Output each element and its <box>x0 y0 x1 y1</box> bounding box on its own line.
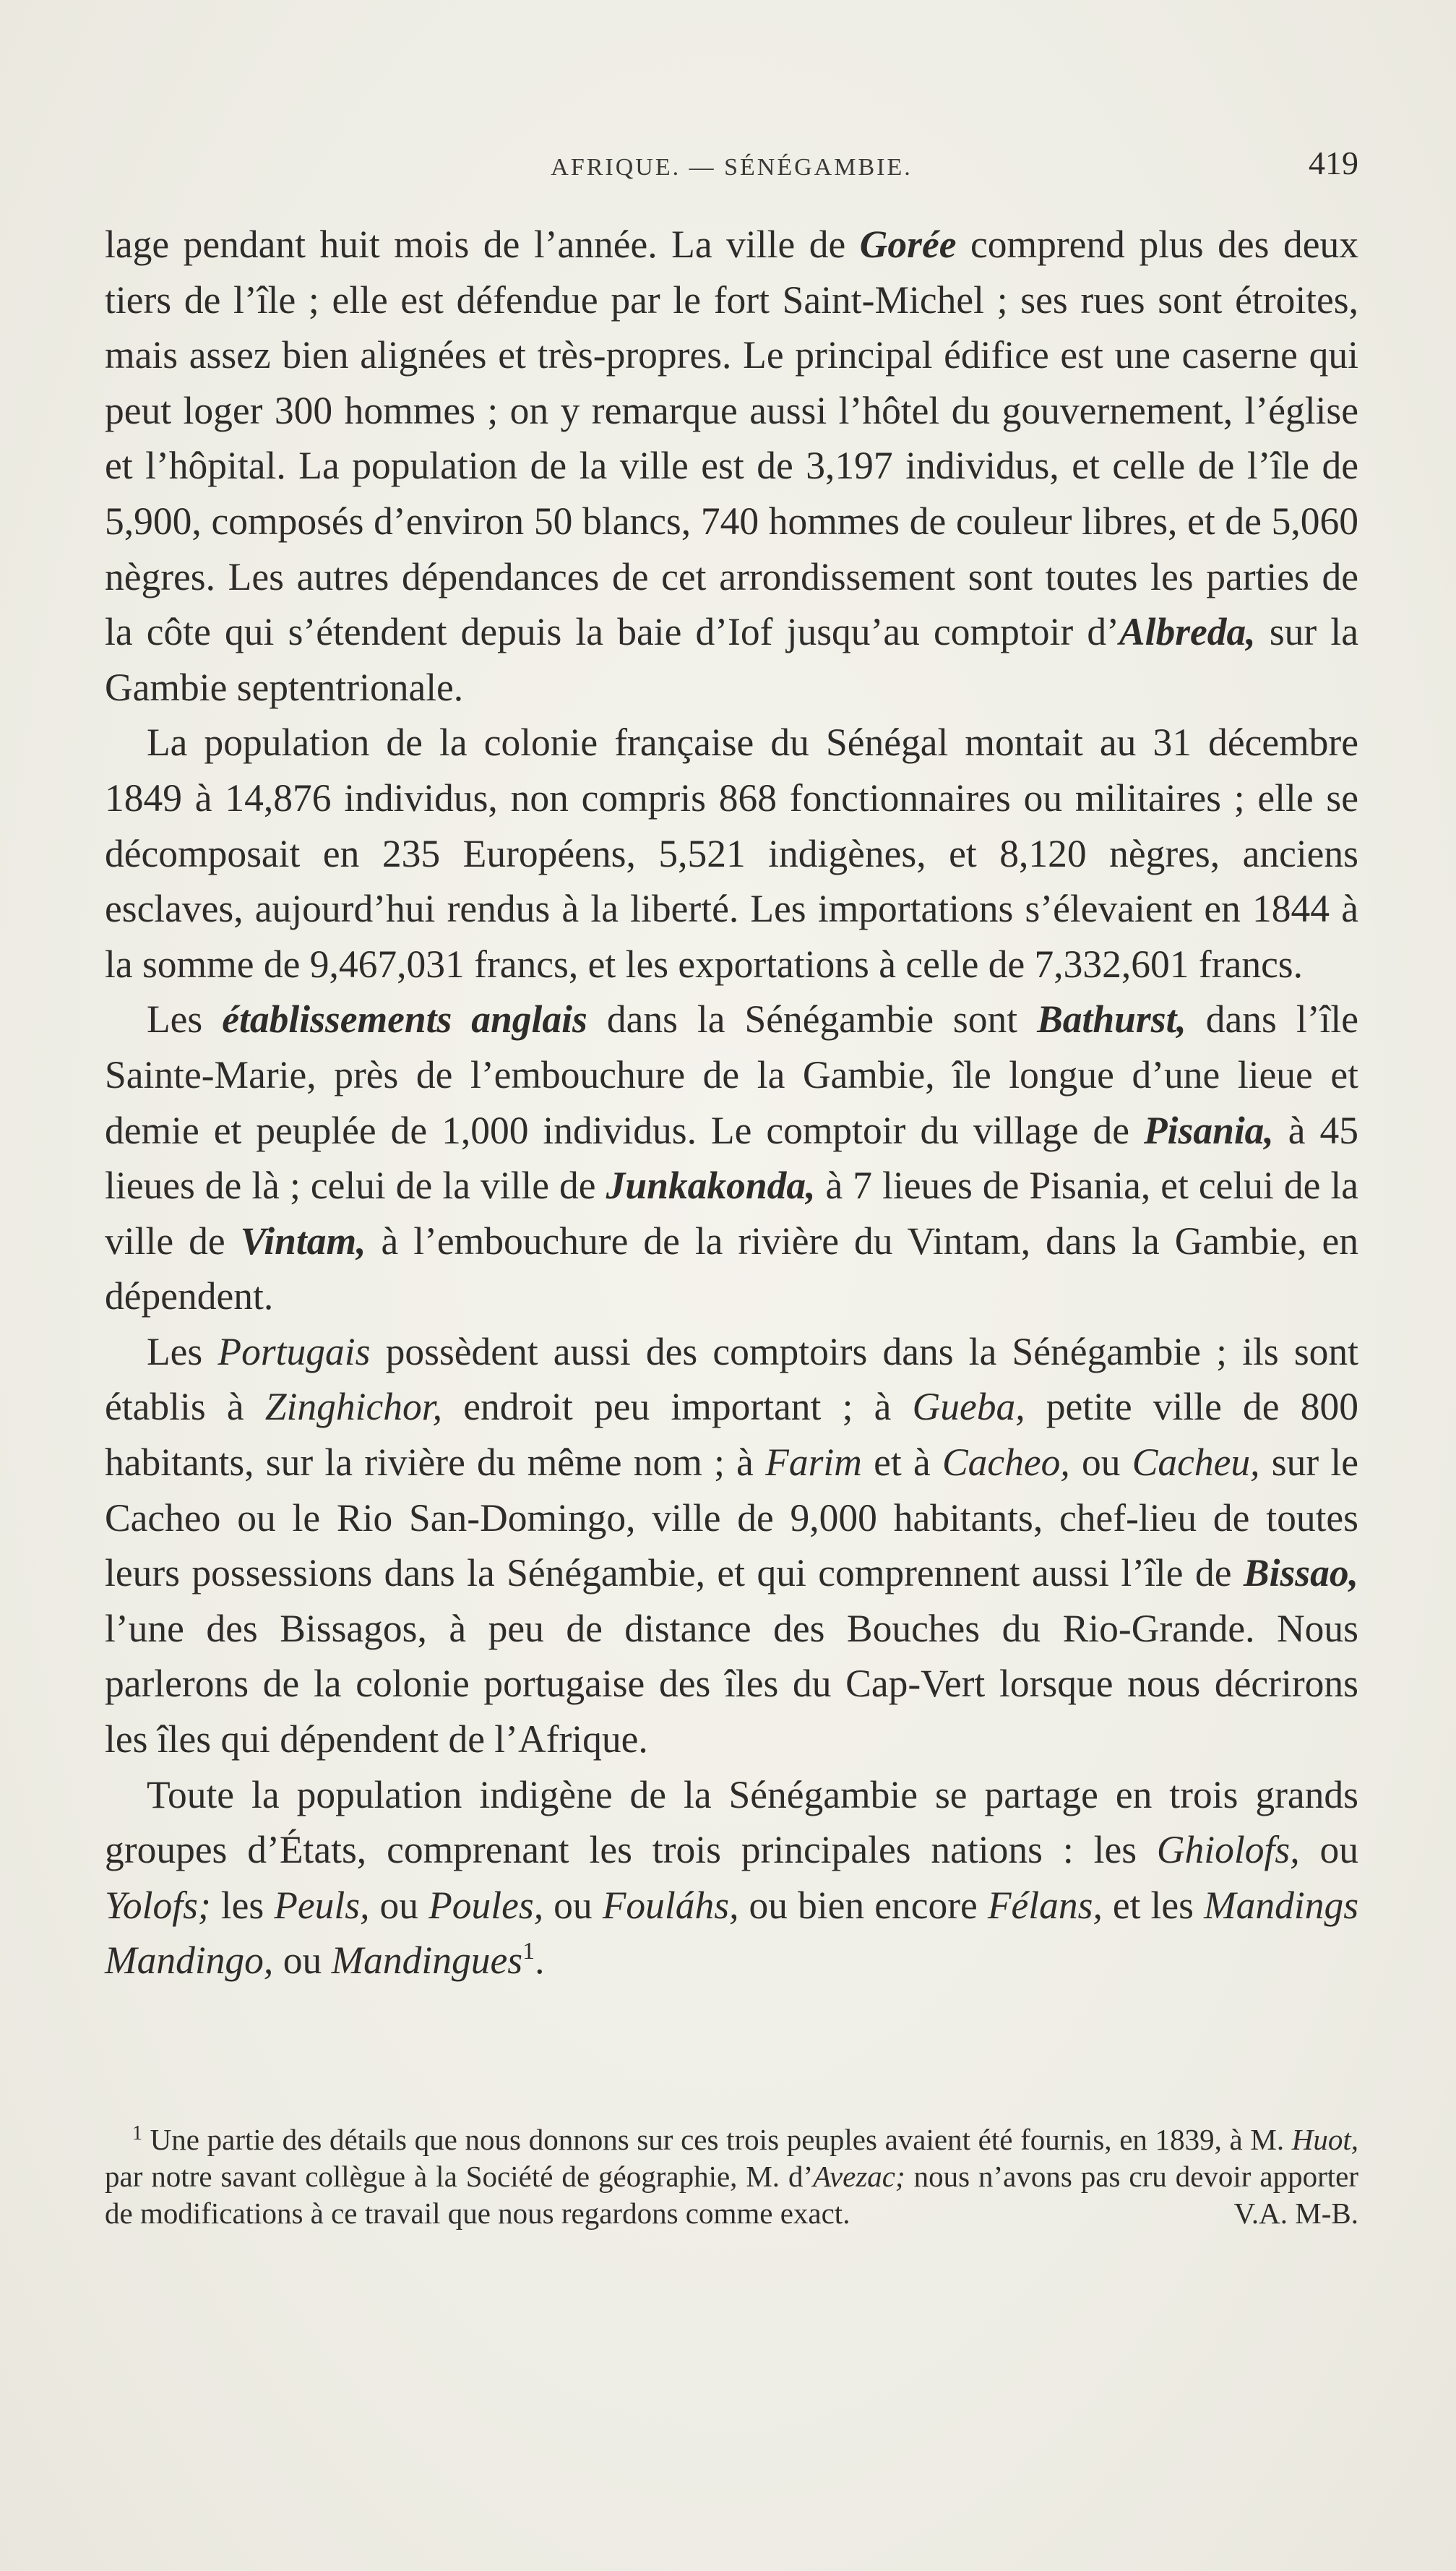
footnote-reference: 1 <box>522 1938 535 1965</box>
place-bathurst: Bathurst, <box>1037 997 1186 1042</box>
text-run: à 7 lieues de Pisania, et celui de la ville de <box>105 1164 1359 1263</box>
text-run: ou <box>273 1939 332 1983</box>
nation-felans: Félans, <box>987 1883 1103 1927</box>
paragraph-english-establishments <box>105 992 1358 1324</box>
term-etablissements-anglais: établissements anglais <box>222 997 587 1042</box>
place-zinghichor: Zinghichor, <box>264 1385 443 1429</box>
text-run: à l’embouchure de la rivière du Vintam, dans la Gambie, en dépendent. <box>105 1219 1358 1318</box>
place-vintam: Vintam, <box>240 1219 366 1263</box>
paragraph-goree <box>105 217 1358 715</box>
person-huot: Huot, <box>1291 2123 1358 2156</box>
text-run: . <box>535 1939 545 1983</box>
text-run: Toute la population indigène de la Sénégambie se partage en trois grands groupes d’États, comprenant les trois principales nations : les <box>105 1772 1358 1872</box>
paragraph-native-nations <box>105 1767 1358 1988</box>
text-run: sur le Cacheo ou le Rio San-Domingo, ville de 9,000 habitants, chef-lieu de toutes leurs possessions dans la Sénégambie, et qui comprennent aussi l’île de <box>105 1441 1359 1595</box>
nation-yolofs: Yolofs; <box>105 1883 211 1927</box>
place-farim: Farim <box>765 1441 862 1485</box>
footnote-text <box>105 2121 1358 2232</box>
page-number: 419 <box>1309 145 1358 181</box>
place-bissao: Bissao, <box>1243 1551 1358 1595</box>
nation-poules: Poules, <box>428 1883 544 1927</box>
text-run: lage pendant huit mois de l’année. La ville de <box>105 223 860 266</box>
text-run: ou bien encore <box>738 1883 988 1927</box>
nation-mandingues: Mandingues <box>331 1939 523 1983</box>
term-portugais: Portugais <box>217 1329 371 1373</box>
place-junkakonda: Junkakonda, <box>606 1164 816 1208</box>
text-run: comprend plus des deux tiers de l’île ; elle est défendue par le fort Saint-Michel ; ses rues sont étroites, mais assez bien alignées et très-propres. Le principal édifice est une caserne qui peut loger 300 hommes ; on y remarque aussi l’hôtel du gouvernement, l’église et l’hôpital. La population de la ville est de 3,197 individus, et celle de l’île de 5,900, composés d’environ 50 blancs, 740 hommes de couleur libres, et de 5,060 nègres. Les autres dépendances de cet arrondissement sont toutes les parties de la côte qui s’étendent depuis la baie d’Iof jusqu’au comptoir d’ <box>105 223 1358 654</box>
text-run: les <box>210 1883 275 1927</box>
text-run: l’une des Bissagos, à peu de distance des Bouches du Rio-Grande. Nous parlerons de la colonie portugaise des îles du Cap-Vert lorsque nous décrirons les îles qui dépendent de l’Afrique. <box>105 1606 1358 1761</box>
nation-peuls: Peuls, <box>274 1883 370 1927</box>
place-cacheo: Cacheo, <box>942 1441 1070 1485</box>
nation-mandings: Mandings Mandingo, <box>105 1883 1359 1983</box>
nation-ghiolofs: Ghiolofs, <box>1156 1828 1300 1872</box>
text-run: petite ville de 800 habitants, sur la rivière du même nom ; à <box>105 1385 1358 1485</box>
place-pisania: Pisania, <box>1143 1108 1274 1152</box>
text-run: ou <box>1299 1828 1358 1872</box>
footnote <box>105 2121 1358 2232</box>
person-avezac: Avezac; <box>813 2160 905 2193</box>
text-run: et les <box>1102 1883 1205 1927</box>
text-run: dans la Sénégambie sont <box>587 997 1038 1042</box>
place-goree: Gorée <box>859 223 957 266</box>
place-gueba: Gueba, <box>912 1385 1025 1429</box>
text-run: ou <box>369 1883 429 1927</box>
text-run: nous n’avons pas cru devoir apporter de modifications à ce travail que nous regardons comme exact. <box>105 2160 1358 2230</box>
place-albreda: Albreda, <box>1119 610 1256 654</box>
running-title: AFRIQUE. — SÉNÉGAMBIE. <box>551 154 913 181</box>
text-run: et à <box>861 1441 942 1485</box>
text-run: à 45 lieues de là ; celui de la ville de <box>105 1108 1359 1208</box>
text-run: par notre savant collègue à la Société de géographie, M. d’ <box>105 2160 814 2193</box>
text-run: Une partie des détails que nous donnons sur ces trois peuples avaient été fournis, en 1839, à M. <box>142 2123 1292 2156</box>
paragraph-population: La population de la colonie française du Sénégal montait au 31 décembre 1849 à 14,876 individus, non compris 868 fonctionnaires ou militaires ; elle se décomposait en 235 Européens, 5,521 indigènes, et 8,120 nègres, anciens esclaves, aujourd’hui rendus à la liberté. Les importations s’élevaient en 1844 à la somme de 9,467,031 francs, et les exportations à celle de 7,332,601 francs. <box>105 721 1358 986</box>
body-text <box>105 217 1358 1988</box>
text-run: Les <box>147 997 223 1042</box>
place-cacheu: Cacheu, <box>1132 1441 1260 1485</box>
text-run: ou <box>1069 1441 1132 1485</box>
text-run: ou <box>543 1883 603 1927</box>
paragraph-portuguese <box>105 1324 1358 1767</box>
footnote-signature: V.A. M-B. <box>1233 2197 1358 2230</box>
text-run: possèdent aussi des comptoirs dans la Sénégambie ; ils sont établis à <box>105 1329 1358 1429</box>
running-head <box>105 146 1358 189</box>
text-run: endroit peu important ; à <box>442 1385 913 1429</box>
text-run: Les <box>147 1329 218 1373</box>
footnote-mark: 1 <box>132 2122 142 2145</box>
text-run: sur la Gambie septentrionale. <box>105 610 1359 709</box>
text-run: dans l’île Sainte-Marie, près de l’embouchure de la Gambie, île longue d’une lieue et demie et peuplée de 1,000 individus. Le comptoir du village de <box>105 997 1359 1152</box>
nation-foulahs: Fouláhs, <box>602 1883 739 1927</box>
